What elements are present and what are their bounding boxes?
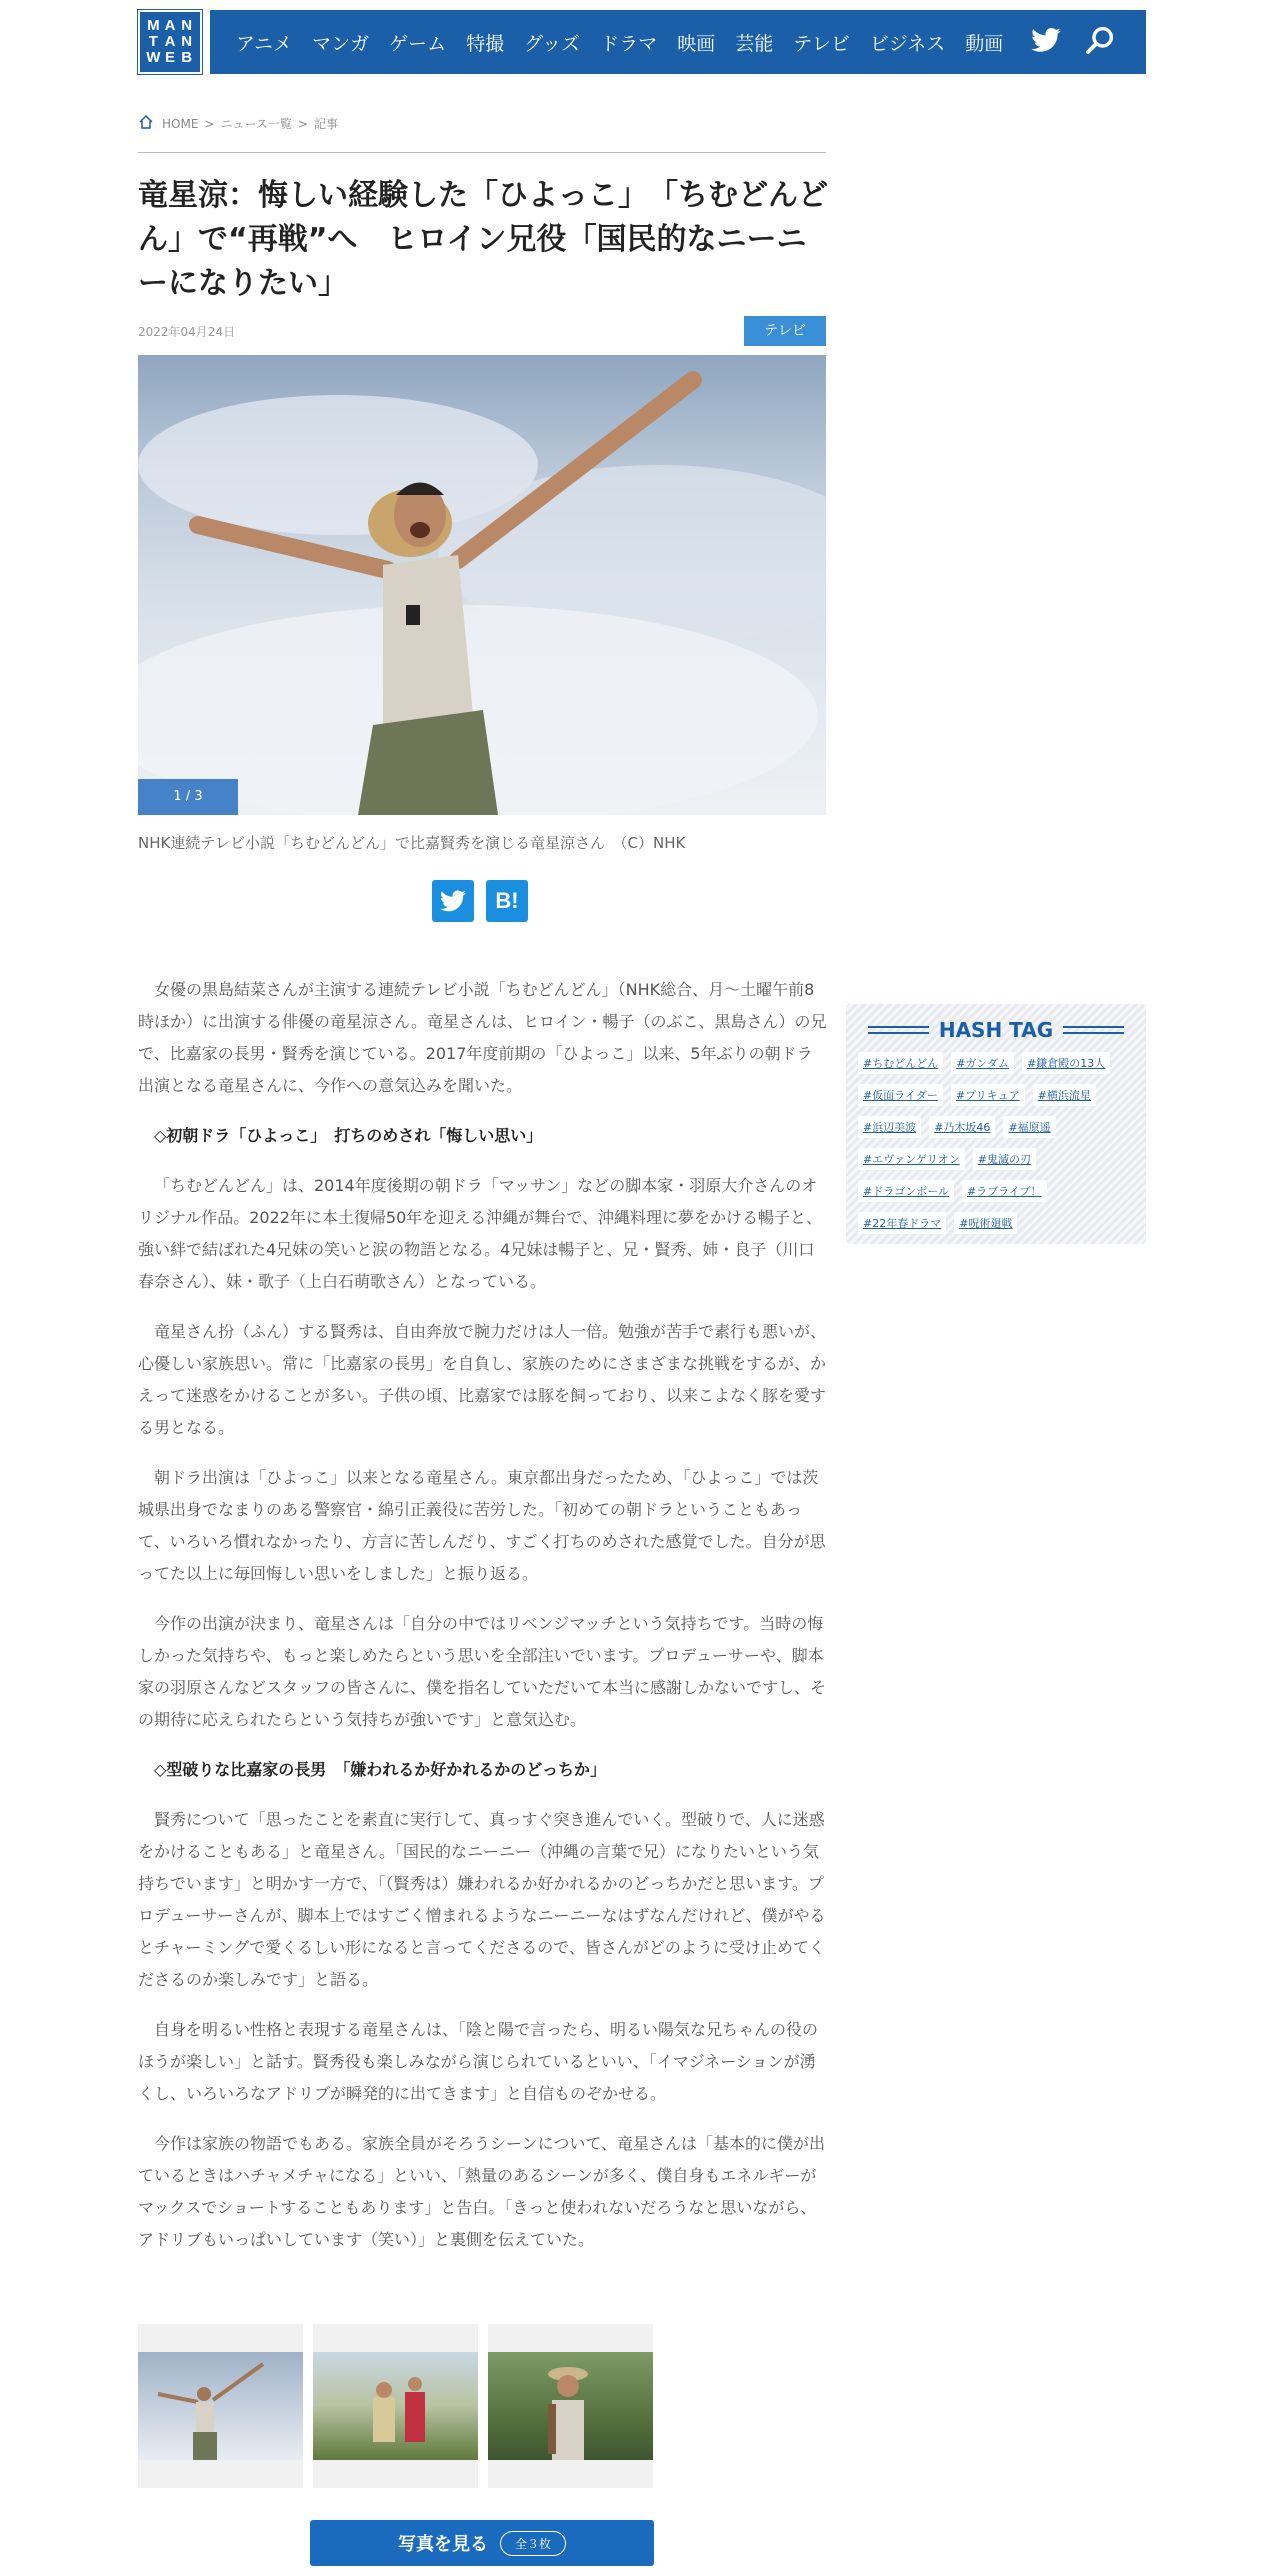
hashtag-link[interactable]: #浜辺美波 — [858, 1116, 921, 1138]
nav-manga[interactable]: マンガ — [312, 32, 370, 55]
article-title: 竜星涼：悔しい経験した「ひよっこ」 「ちむどんどん」で“再戦”へ ヒロイン兄役「国民的なニーニーになりたい」 — [138, 178, 828, 301]
logo-letter: E — [164, 49, 175, 66]
hashtag-link[interactable]: #ドラゴンボール — [858, 1180, 954, 1202]
thumbnail-image — [138, 2352, 303, 2460]
twitter-icon[interactable] — [1030, 24, 1062, 56]
photo-thumbnails — [138, 2324, 653, 2488]
nav-business[interactable]: ビジネス — [869, 32, 946, 55]
breadcrumb — [138, 114, 338, 133]
nav-game[interactable]: ゲーム — [389, 32, 447, 55]
share-buttons — [432, 880, 528, 922]
article-body — [138, 974, 828, 2274]
breadcrumb-current: 記事 — [313, 117, 338, 131]
article-paragraph: 「ちむどんどん」は、2014年度後期の朝ドラ「マッサン」などの脚本家・羽原大介さんのオリジナル作品。2022年に本土復帰50年を迎える沖縄が舞台で、沖縄料理に夢をかける暢子と、強い絆で結ばれた4兄妹の笑いと涙の物語となる。4兄妹は暢子と、兄・賢秀、姉・良子（川口春奈さん）、妹・歌子（上白石萌歌さん）となっている。 — [138, 1176, 822, 1291]
hashtag-link[interactable]: #鎌倉殿の13人 — [1022, 1052, 1110, 1074]
thumbnail-image — [488, 2352, 653, 2460]
thumbnail-3[interactable] — [488, 2324, 653, 2488]
divider — [138, 152, 826, 153]
logo-letter: W — [146, 49, 161, 66]
home-icon[interactable] — [138, 114, 154, 133]
twitter-icon — [439, 887, 467, 915]
article-paragraph: 竜星さん扮（ふん）する賢秀は、自由奔放で腕力だけは人一倍。勉強が苦手で素行も悪いが、心優しい家族思い。常に「比嘉家の長男」を自負し、家族のためにさまざまな挑戦をするが、かえって迷惑をかけることが多い。子供の頃、比嘉家では豚を飼っており、以来こよなく豚を愛する男となる。 — [138, 1322, 827, 1437]
nav-tokusatsu[interactable]: 特撮 — [466, 32, 505, 55]
thumbnail-2[interactable] — [313, 2324, 478, 2488]
hashtag-link[interactable]: #ガンダム — [951, 1052, 1014, 1074]
main-photo[interactable] — [138, 355, 826, 815]
hashtag-box — [846, 1004, 1146, 1244]
hashtag-link[interactable]: #ちむどんどん — [858, 1052, 943, 1074]
hashtag-link[interactable]: #プリキュア — [951, 1084, 1025, 1106]
hashtag-link[interactable]: #福原遥 — [1003, 1116, 1055, 1138]
logo-letter: T — [148, 33, 158, 50]
article-paragraph: 女優の黒島結菜さんが主演する連続テレビ小説「ちむどんどん」（NHK総合、月～土曜午前8時ほか）に出演する俳優の竜星涼さん。竜星さんは、ヒロイン・暢子（のぶこ、黒島さん）の兄で、比嘉家の長男・賢秀を演じている。2017年度前期の「ひよっこ」以来、5年ぶりの朝ドラ出演となる竜星さんに、今作への意気込みを聞いた。 — [138, 980, 827, 1095]
article-paragraph: 自身を明るい性格と表現する竜星さんは、「陰と陽で言ったら、明るい陽気な兄ちゃんの役のほうが楽しい」と話す。賢秀役も楽しみながら演じられているといい、「イマジネーションが湧くし、いろいろなアドリブが瞬発的に出てきます」と自信ものぞかせる。 — [138, 2020, 819, 2103]
site-logo[interactable] — [138, 10, 202, 74]
article-paragraph: 今作の出演が決まり、竜星さんは「自分の中ではリベンジマッチという気持ちです。当時の悔しかった気持ちや、もっと楽しめたらという思いを全部注いでいます。プロデューサーや、脚本家の羽原さんなどスタッフの皆さんに、僕を指名していただいて本当に感謝しかないですし、その期待に応えられたらという気持ちが強いです」と意気込む。 — [138, 1614, 827, 1729]
hashtag-link[interactable]: #エヴァンゲリオン — [858, 1148, 965, 1170]
hashtag-link[interactable]: #22年春ドラマ — [858, 1212, 946, 1234]
article-date: 2022年04月24日 — [138, 325, 236, 339]
breadcrumb-separator: > — [297, 116, 308, 131]
article-paragraph: 今作は家族の物語でもある。家族全員がそろうシーンについて、竜星さんは「基本的に僕が出ているときはハチャメチャになる」といい、「熱量のあるシーンが多く、僕自身もエネルギーがマックスでショートすることもあります」と告白。「きっと使われないだろうなと思いながら、アドリブもいっぱいしています（笑い）」と裏側を伝えていた。 — [138, 2134, 826, 2249]
logo-letter: A — [164, 33, 176, 50]
breadcrumb-home[interactable]: HOME — [162, 116, 199, 131]
actor-photo-illustration — [138, 355, 826, 815]
nav-goods[interactable]: グッズ — [524, 32, 581, 55]
hatena-bookmark-button[interactable]: B! — [486, 880, 528, 922]
search-icon[interactable] — [1084, 24, 1116, 56]
breadcrumb-separator: > — [204, 116, 215, 131]
thumbnail-1[interactable] — [138, 2324, 303, 2488]
article-subheading: ◇型破りな比嘉家の長男 「嫌われるか好かれるかのどっちか」 — [154, 1760, 606, 1779]
logo-letter: B — [181, 49, 193, 66]
logo-letter: N — [181, 17, 193, 34]
view-photos-button[interactable] — [310, 2520, 654, 2566]
logo-letter: N — [181, 33, 193, 50]
hashtag-title-text: HASH TAG — [938, 1018, 1054, 1042]
nav-movie[interactable]: 映画 — [677, 32, 716, 55]
photo-count-badge: 全３枚 — [500, 2531, 566, 2556]
article-subheading: ◇初朝ドラ「ひよっこ」 打ちのめされ「悔しい思い」 — [154, 1126, 543, 1145]
article-paragraph: 朝ドラ出演は「ひよっこ」以来となる竜星さん。東京都出身だったため、「ひよっこ」では茨城県出身でなまりのある警察官・綿引正義役に苦労した。「初めての朝ドラということもあって、いろいろ慣れなかったり、方言に苦しんだり、すごく打ちのめされた感覚でした。自分が思ってた以上に毎回悔しい思いをしました」と振り返る。 — [138, 1468, 826, 1583]
photo-caption: NHK連続テレビ小説「ちむどんどん」で比嘉賢秀を演じる竜星涼さん （C）NHK — [138, 834, 686, 852]
nav-drama[interactable]: ドラマ — [600, 32, 658, 55]
site-header — [138, 10, 1146, 74]
twitter-share-button[interactable] — [432, 880, 474, 922]
category-badge[interactable]: テレビ — [744, 316, 826, 346]
article-paragraph: 賢秀について「思ったことを素直に実行して、真っすぐ突き進んでいく。型破りで、人に迷惑をかけることもある」と竜星さん。「国民的なニーニー（沖縄の言葉で兄）になりたいという気持ちでいます」と明かす一方で、「（賢秀は）嫌われるか好かれるかのどっちかだと思います。プロデューサーさんが、脚本上ではすごく憎まれるようなニーニーなはずなんだけれど、僕がやるとチャーミングで愛くるしい形になると言ってくださるので、皆さんがどのように受け止めてくださるのか楽しみです」と語る。 — [138, 1810, 826, 1989]
nav-tv[interactable]: テレビ — [793, 32, 850, 55]
nav-video[interactable]: 動画 — [965, 32, 1004, 55]
nav-geinou[interactable]: 芸能 — [735, 32, 774, 55]
logo-letter: M — [147, 17, 160, 34]
breadcrumb-news-list[interactable]: ニュース一覧 — [220, 117, 292, 131]
hashtag-link[interactable]: #呪術廻戦 — [954, 1212, 1017, 1234]
logo-letter: A — [164, 17, 176, 34]
hashtag-list — [858, 1052, 1134, 1234]
photo-counter: 1 / 3 — [138, 779, 238, 815]
hashtag-link[interactable]: #横浜流星 — [1033, 1084, 1096, 1106]
nav-anime[interactable]: アニメ — [236, 32, 293, 55]
view-photos-label: 写真を見る — [397, 2534, 488, 2555]
hashtag-link[interactable]: #鬼滅の刃 — [973, 1148, 1036, 1170]
hashtag-link[interactable]: #仮面ライダー — [858, 1084, 943, 1106]
hashtag-link[interactable]: #ラブライブ！ — [962, 1180, 1047, 1202]
hashtag-link[interactable]: #乃木坂46 — [929, 1116, 995, 1138]
hashtag-title — [858, 1018, 1134, 1042]
thumbnail-image — [313, 2352, 478, 2460]
main-nav — [210, 10, 1146, 74]
